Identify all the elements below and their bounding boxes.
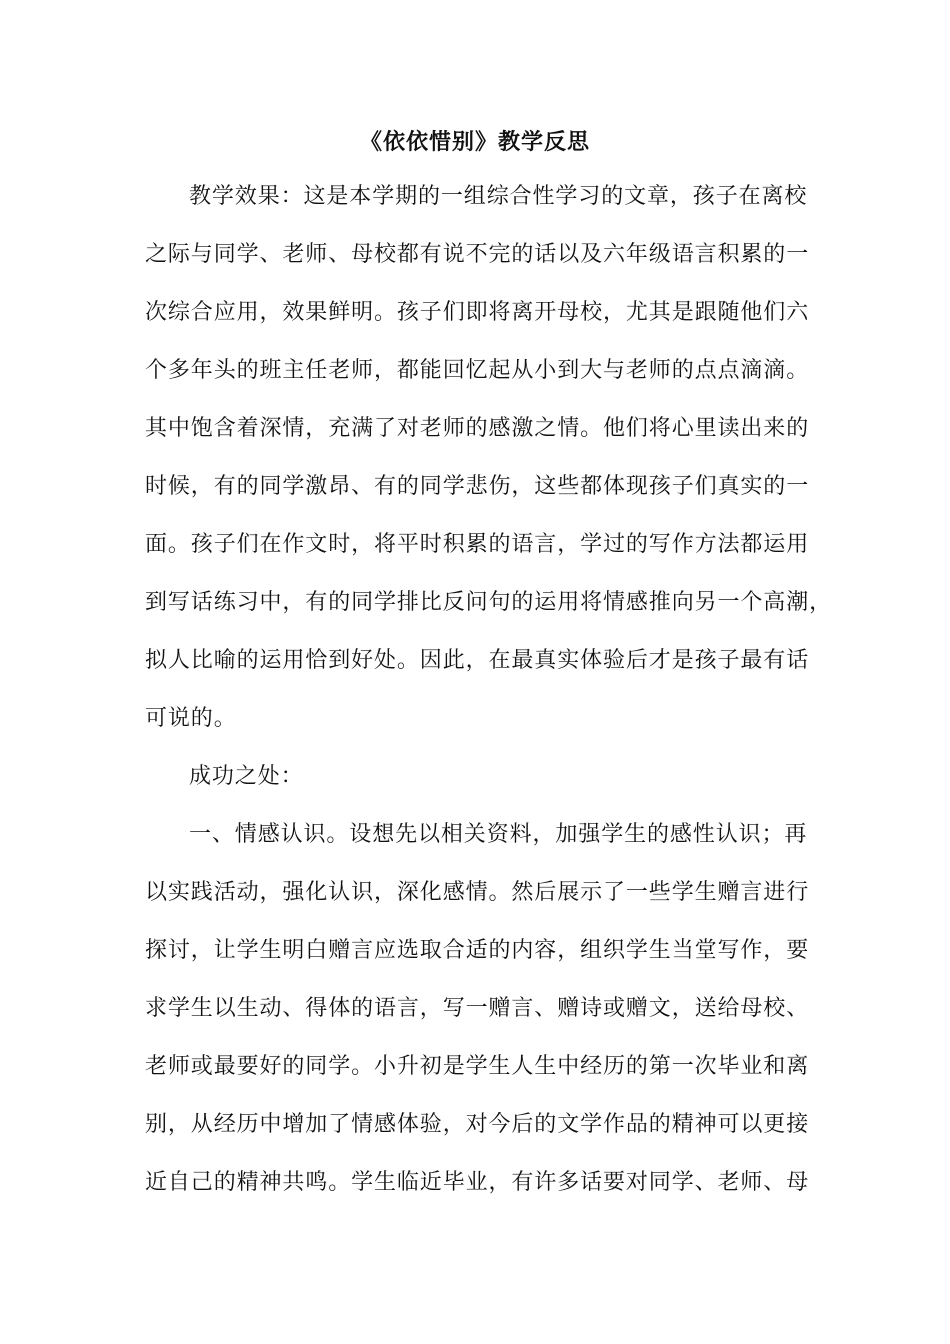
paragraph-line: 别，从经历中增加了情感体验，对今后的文学作品的精神可以更接 xyxy=(145,1112,810,1137)
document-body xyxy=(145,176,833,1220)
paragraph-line: 近自己的精神共鸣。学生临近毕业，有许多话要对同学、老师、母 xyxy=(145,1170,810,1195)
document-title: 《依依惜别》教学反思 xyxy=(359,129,590,155)
paragraph-line: 以实践活动，强化认识，深化感情。然后展示了一些学生赠言进行 xyxy=(145,880,810,905)
section-heading: 成功之处： xyxy=(189,764,304,789)
paragraph-line: 时候，有的同学激昂、有的同学悲伤，这些都体现孩子们真实的一 xyxy=(145,474,810,499)
paragraph-line: 老师或最要好的同学。小升初是学生人生中经历的第一次毕业和离 xyxy=(145,1054,810,1079)
paragraph-line: 教学效果：这是本学期的一组综合性学习的文章，孩子在离校 xyxy=(189,184,808,209)
paragraph-line: 其中饱含着深情，充满了对老师的感激之情。他们将心里读出来的 xyxy=(145,416,810,441)
paragraph-line: 之际与同学、老师、母校都有说不完的话以及六年级语言积累的一 xyxy=(145,242,810,267)
paragraph-line: 求学生以生动、得体的语言，写一赠言、赠诗或赠文，送给母校、 xyxy=(145,996,810,1021)
paragraph-line: 拟人比喻的运用恰到好处。因此，在最真实体验后才是孩子最有话 xyxy=(145,648,810,673)
paragraph-line: 可说的。 xyxy=(145,706,237,731)
paragraph-line: 到写话练习中，有的同学排比反问句的运用将情感推向另一个高潮， xyxy=(145,590,833,615)
paragraph-line: 面。孩子们在作文时，将平时积累的语言，学过的写作方法都运用 xyxy=(145,532,810,557)
paragraph-line: 次综合应用，效果鲜明。孩子们即将离开母校，尤其是跟随他们六 xyxy=(145,300,810,325)
paragraph-line: 探讨，让学生明白赠言应选取合适的内容，组织学生当堂写作，要 xyxy=(145,938,810,963)
paragraph-line: 个多年头的班主任老师，都能回忆起从小到大与老师的点点滴滴。 xyxy=(145,358,810,383)
paragraph-line: 一、情感认识。设想先以相关资料，加强学生的感性认识；再 xyxy=(189,822,808,847)
